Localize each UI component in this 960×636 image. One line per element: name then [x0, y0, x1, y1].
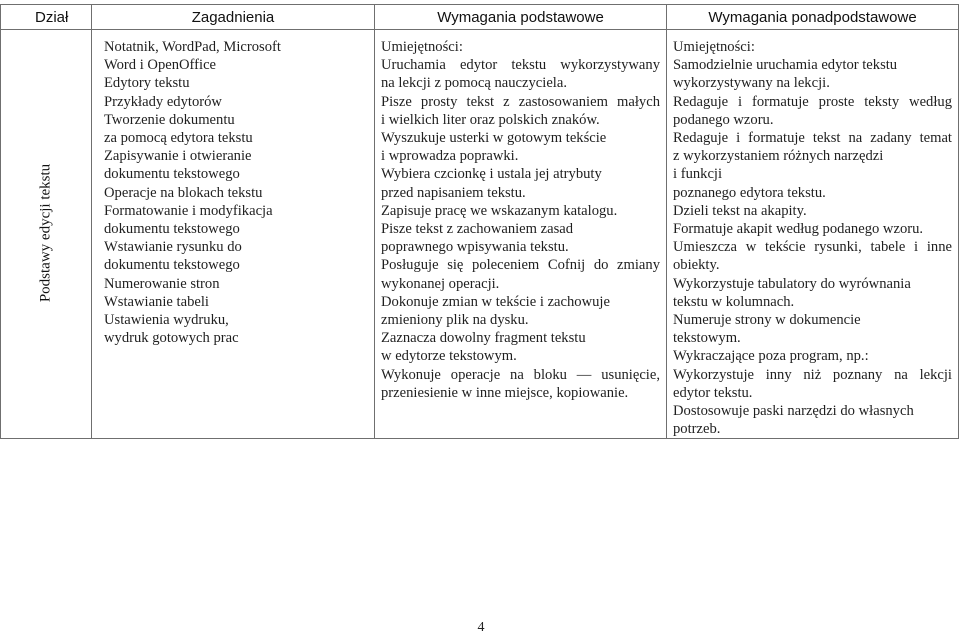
header-wymagania-podstawowe: Wymagania podstawowe	[375, 5, 667, 30]
header-wymagania-ponadpodstawowe: Wymagania ponadpodstawowe	[667, 5, 959, 30]
text-line: wykorzystywany na lekcji.	[673, 75, 830, 92]
text-line: tekstu w kolumnach.	[673, 293, 795, 310]
text-line: Wstawianie tabeli	[104, 293, 209, 310]
table-header-row	[1, 5, 959, 30]
text-line: Edytory tekstu	[104, 75, 190, 92]
header-zagadnienia: Zagadnienia	[92, 5, 375, 30]
text-line: Formatowanie i modyfikacja	[104, 202, 273, 219]
text-line: przeniesienie w inne miejsce, kopiowanie.	[381, 384, 629, 401]
text-line: Redaguje i formatuje proste teksty według	[673, 93, 952, 110]
text-line: Dokonuje zmian w tekście i zachowuje	[381, 293, 610, 310]
text-line: Zaznacza dowolny fragment tekstu	[381, 330, 586, 347]
text-line: Ustawienia wydruku,	[104, 312, 229, 329]
text-line: Przykłady edytorów	[104, 93, 222, 110]
text-line: Numeruje strony w dokumencie	[673, 312, 861, 329]
text-line: podanego wzoru.	[673, 111, 774, 128]
text-line: Tworzenie dokumentu	[104, 111, 235, 128]
header-dzial: Dział	[1, 5, 92, 30]
text-line: Word i OpenOffice	[104, 57, 217, 74]
text-line: Redaguje i formatuje tekst na zadany temat	[673, 130, 952, 147]
text-line: Wykraczające poza program, np.:	[673, 348, 869, 365]
text-line: Notatnik, WordPad, Microsoft	[104, 39, 281, 55]
text-line: Wykorzystuje inny niż poznany na lekcji	[673, 366, 952, 383]
table-row	[1, 30, 959, 439]
text-line: Operacje na blokach tekstu	[104, 184, 263, 201]
topics-list	[92, 30, 374, 347]
basic-requirements-list	[375, 30, 666, 402]
page-number: 4	[477, 620, 485, 635]
text-line: Dostosowuje paski narzędzi do własnych	[673, 403, 914, 420]
section-cell	[1, 30, 92, 439]
text-line: poprawnego wpisywania tekstu.	[381, 239, 569, 256]
text-line: wykonanej operacji.	[381, 275, 500, 292]
basic-requirements-cell	[375, 30, 667, 439]
text-line: dokumentu tekstowego	[104, 166, 240, 183]
text-line: za pomocą edytora tekstu	[104, 130, 253, 147]
text-line: dokumentu tekstowego	[104, 221, 240, 238]
text-line: i wielkich liter oraz polskich znaków.	[381, 111, 600, 128]
text-line: i wprowadza poprawki.	[381, 148, 519, 165]
text-line: Posługuje się poleceniem Cofnij do zmiany	[381, 257, 660, 274]
text-line: Uruchamia edytor tekstu wykorzystywany	[381, 57, 660, 74]
text-line: zmieniony plik na dysku.	[381, 312, 529, 329]
text-line: poznanego edytora tekstu.	[673, 184, 826, 201]
text-line: Wstawianie rysunku do	[104, 239, 242, 256]
advanced-requirements-cell	[667, 30, 959, 439]
text-line: edytor tekstu.	[673, 384, 753, 401]
text-line: Wybiera czcionkę i ustala jej atrybuty	[381, 166, 602, 183]
text-line: Dzieli tekst na akapity.	[673, 202, 807, 219]
text-line: Formatuje akapit według podanego wzoru.	[673, 221, 924, 238]
text-line: Pisze prosty tekst z zastosowaniem małych	[381, 93, 660, 110]
text-line: Pisze tekst z zachowaniem zasad	[381, 221, 574, 238]
text-line: Umieszcza w tekście rysunki, tabele i inne	[673, 239, 952, 256]
requirements-table	[0, 4, 959, 439]
text-line: dokumentu tekstowego	[104, 257, 240, 274]
text-line: potrzeb.	[673, 421, 721, 438]
text-line: wydruk gotowych prac	[104, 330, 239, 347]
text-line: z wykorzystaniem różnych narzędzi	[673, 148, 884, 165]
text-line: w edytorze tekstowym.	[381, 348, 517, 365]
text-line: Zapisywanie i otwieranie	[104, 148, 252, 165]
text-line: tekstowym.	[673, 330, 741, 347]
text-line: Wykonuje operacje na bloku — usunięcie,	[381, 366, 660, 383]
text-line: Zapisuje pracę we wskazanym katalogu.	[381, 202, 618, 219]
text-line: i funkcji	[673, 166, 723, 183]
section-title: Podstawy edycji tekstu	[37, 163, 54, 302]
advanced-requirements-list	[667, 30, 958, 438]
text-line: Wykorzystuje tabulatory do wyrównania	[673, 275, 911, 292]
text-line: przed napisaniem tekstu.	[381, 184, 526, 201]
text-line: obiekty.	[673, 257, 720, 274]
topics-cell	[92, 30, 375, 439]
text-line: Samodzielnie uruchamia edytor tekstu	[673, 57, 898, 74]
text-line: na lekcji z pomocą nauczyciela.	[381, 75, 567, 92]
text-line: Wyszukuje usterki w gotowym tekście	[381, 130, 607, 147]
text-line: Umiejętności:	[673, 39, 755, 55]
text-line: Numerowanie stron	[104, 275, 220, 292]
text-line: Umiejętności:	[381, 39, 463, 55]
